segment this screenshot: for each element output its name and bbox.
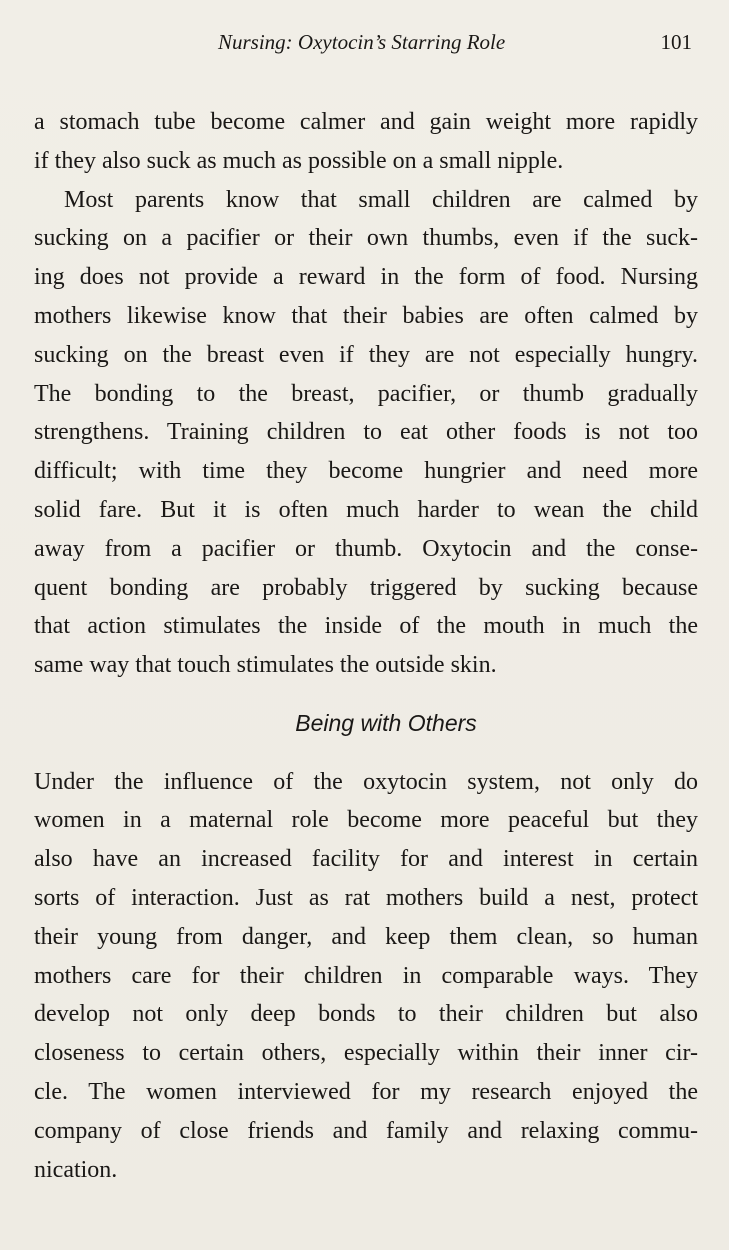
- section-heading: Being with Others: [295, 709, 477, 736]
- text-line: quent bonding are probably triggered by sucking because: [34, 574, 698, 601]
- text-line: nication.: [34, 1156, 118, 1183]
- text-line: ing does not provide a reward in the form of food. Nursing: [34, 264, 698, 291]
- text-line: closeness to certain others, especially within their inner cir-: [34, 1040, 698, 1067]
- body-text: [34, 103, 698, 1189]
- text-line: away from a pacifier or thumb. Oxytocin and the conse-: [34, 535, 698, 562]
- paragraph-continued: [34, 103, 698, 181]
- text-line: sorts of interaction. Just as rat mothers build a nest, protect: [34, 884, 698, 911]
- text-line: company of close friends and family and relaxing commu-: [34, 1117, 698, 1144]
- text-line: sucking on the breast even if they are not especially hungry.: [34, 341, 698, 368]
- text-line: difficult; with time they become hungrier and need more: [34, 458, 698, 485]
- text-line: develop not only deep bonds to their children but also: [34, 1001, 698, 1028]
- text-line: that action stimulates the inside of the mouth in much the: [34, 613, 698, 640]
- running-head: [34, 30, 698, 62]
- text-line: same way that touch stimulates the outside skin.: [34, 652, 497, 679]
- text-line: mothers care for their children in comparable ways. They: [34, 962, 698, 989]
- text-line: a stomach tube become calmer and gain weight more rapidly: [34, 109, 698, 135]
- paragraph-pacifier: [34, 181, 698, 685]
- text-line: their young from danger, and keep them clean, so human: [34, 923, 698, 950]
- paragraph-being-with-others: [34, 763, 698, 1190]
- text-line: strengthens. Training children to eat other foods is not too: [34, 419, 698, 446]
- text-line: sucking on a pacifier or their own thumbs, even if the suck-: [34, 225, 698, 252]
- running-head-title: Nursing: Oxytocin’s Starring Role: [218, 30, 506, 54]
- text-line: if they also suck as much as possible on a small nipple.: [34, 147, 564, 174]
- text-line: Most parents know that small children are calmed by: [64, 186, 698, 213]
- text-line: solid fare. But it is often much harder to wean the child: [34, 496, 698, 523]
- text-line: also have an increased facility for and interest in certain: [34, 846, 698, 873]
- text-line: Under the influence of the oxytocin system, not only do: [34, 768, 698, 795]
- text-line: mothers likewise know that their babies are often calmed by: [34, 302, 698, 329]
- text-line: women in a maternal role become more peaceful but they: [34, 807, 698, 834]
- text-line: cle. The women interviewed for my research enjoyed the: [34, 1078, 698, 1105]
- text-line: The bonding to the breast, pacifier, or thumb gradually: [34, 380, 698, 407]
- page-number: 101: [660, 30, 692, 54]
